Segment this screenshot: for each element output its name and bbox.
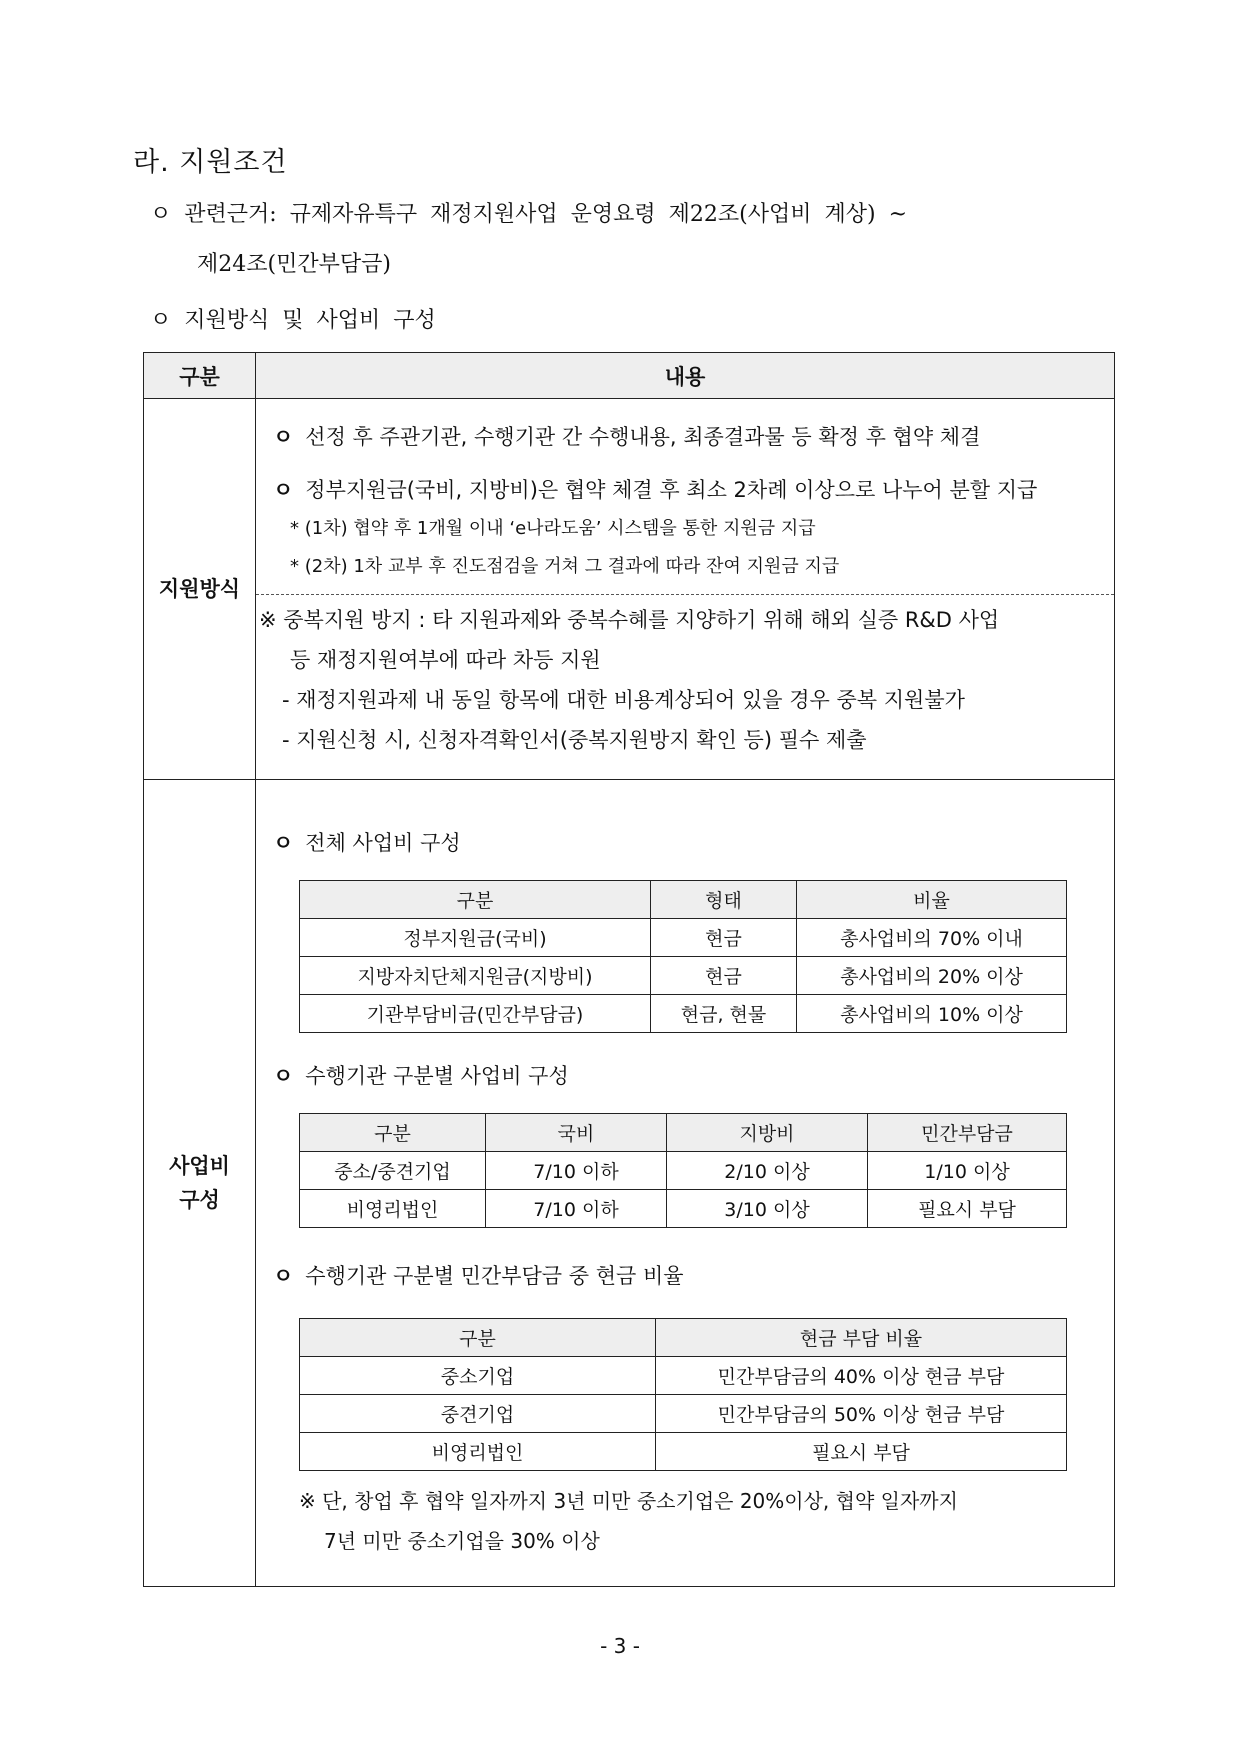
duplicate-note-cont: 등 재정지원여부에 따라 차등 지원 bbox=[290, 648, 601, 672]
table-row: 비영리법인 필요시 부담 bbox=[300, 1433, 1067, 1471]
divider bbox=[256, 594, 1114, 595]
total-budget-table bbox=[299, 880, 1067, 1033]
table-row: 지방자치단체지원금(지방비) 현금 총사업비의 20% 이상 bbox=[300, 957, 1067, 995]
sub-note: * (1차) 협약 후 1개월 이내 ‘e나라도움’ 시스템을 통한 지원금 지급 bbox=[290, 518, 816, 539]
table-row: 비영리법인 7/10 이하 3/10 이상 필요시 부담 bbox=[300, 1190, 1067, 1228]
table-header-row: 구분 국비 지방비 민간부담금 bbox=[300, 1114, 1067, 1152]
header-content: 내용 bbox=[256, 353, 1115, 399]
org-budget-table bbox=[299, 1113, 1067, 1228]
subsection-title: ㅇ 전체 사업비 구성 bbox=[273, 831, 461, 855]
duplicate-note: ※ 중복지원 방지 : 타 지원과제와 중복수혜를 지양하기 위해 해외 실증 R&D 사업 bbox=[259, 608, 1000, 632]
bullet-icon: ㅇ bbox=[273, 1064, 294, 1088]
table-header-row bbox=[144, 353, 1115, 399]
sub-note: * (2차) 1차 교부 후 진도점검을 거쳐 그 결과에 따라 잔여 지원금 지급 bbox=[290, 556, 840, 577]
support-conditions-table bbox=[143, 352, 1115, 1587]
bullet-item: ㅇ 정부지원금(국비, 지방비)은 협약 체결 후 최소 2차례 이상으로 나누어 분할 지급 bbox=[273, 478, 1038, 502]
table-row: 중견기업 민간부담금의 50% 이상 현금 부담 bbox=[300, 1395, 1067, 1433]
subsection-title: ㅇ 수행기관 구분별 사업비 구성 bbox=[273, 1064, 569, 1088]
header-category: 구분 bbox=[144, 353, 256, 399]
bullet-icon: ㅇ bbox=[273, 425, 294, 449]
table-row bbox=[144, 780, 1115, 1587]
budget-content bbox=[256, 780, 1115, 1587]
row-label-budget: 사업비 구성 bbox=[144, 780, 256, 1587]
section-heading: 라. 지원조건 bbox=[133, 147, 288, 178]
table-row: 중소/중견기업 7/10 이하 2/10 이상 1/10 이상 bbox=[300, 1152, 1067, 1190]
dash-item: - 재정지원과제 내 동일 항목에 대한 비용계상되어 있을 경우 중복 지원불가 bbox=[282, 688, 965, 712]
basis-line-1: ㅇ 관련근거: 규제자유특구 재정지원사업 운영요령 제22조(사업비 계상) ~ bbox=[150, 202, 908, 227]
table-header-row: 구분 형태 비율 bbox=[300, 881, 1067, 919]
row-label-support-method: 지원방식 bbox=[144, 399, 256, 780]
footnote: ※ 단, 창업 후 협약 일자까지 3년 미만 중소기업은 20%이상, 협약 일자까지 bbox=[299, 1489, 958, 1513]
footnote-cont: 7년 미만 중소기업을 30% 이상 bbox=[324, 1529, 600, 1553]
subsection-title: ㅇ 수행기관 구분별 민간부담금 중 현금 비율 bbox=[273, 1264, 684, 1288]
page-number: - 3 - bbox=[600, 1634, 640, 1658]
table-row: 기관부담비금(민간부담금) 현금, 현물 총사업비의 10% 이상 bbox=[300, 995, 1067, 1033]
table-header-row: 구분 현금 부담 비율 bbox=[300, 1319, 1067, 1357]
bullet-icon: ㅇ bbox=[273, 1264, 294, 1288]
cash-ratio-table bbox=[299, 1318, 1067, 1471]
table-row: 정부지원금(국비) 현금 총사업비의 70% 이내 bbox=[300, 919, 1067, 957]
support-method-content bbox=[256, 399, 1115, 780]
table-row: 중소기업 민간부담금의 40% 이상 현금 부담 bbox=[300, 1357, 1067, 1395]
bullet-icon: ㅇ bbox=[273, 478, 294, 502]
method-title: ㅇ 지원방식 및 사업비 구성 bbox=[150, 308, 436, 333]
dash-item: - 지원신청 시, 신청자격확인서(중복지원방지 확인 등) 필수 제출 bbox=[282, 728, 867, 752]
bullet-item: ㅇ 선정 후 주관기관, 수행기관 간 수행내용, 최종결과물 등 확정 후 협약 체결 bbox=[273, 425, 981, 449]
bullet-icon: ㅇ bbox=[273, 831, 294, 855]
table-row bbox=[144, 399, 1115, 780]
basis-line-2: 제24조(민간부담금) bbox=[197, 252, 391, 277]
